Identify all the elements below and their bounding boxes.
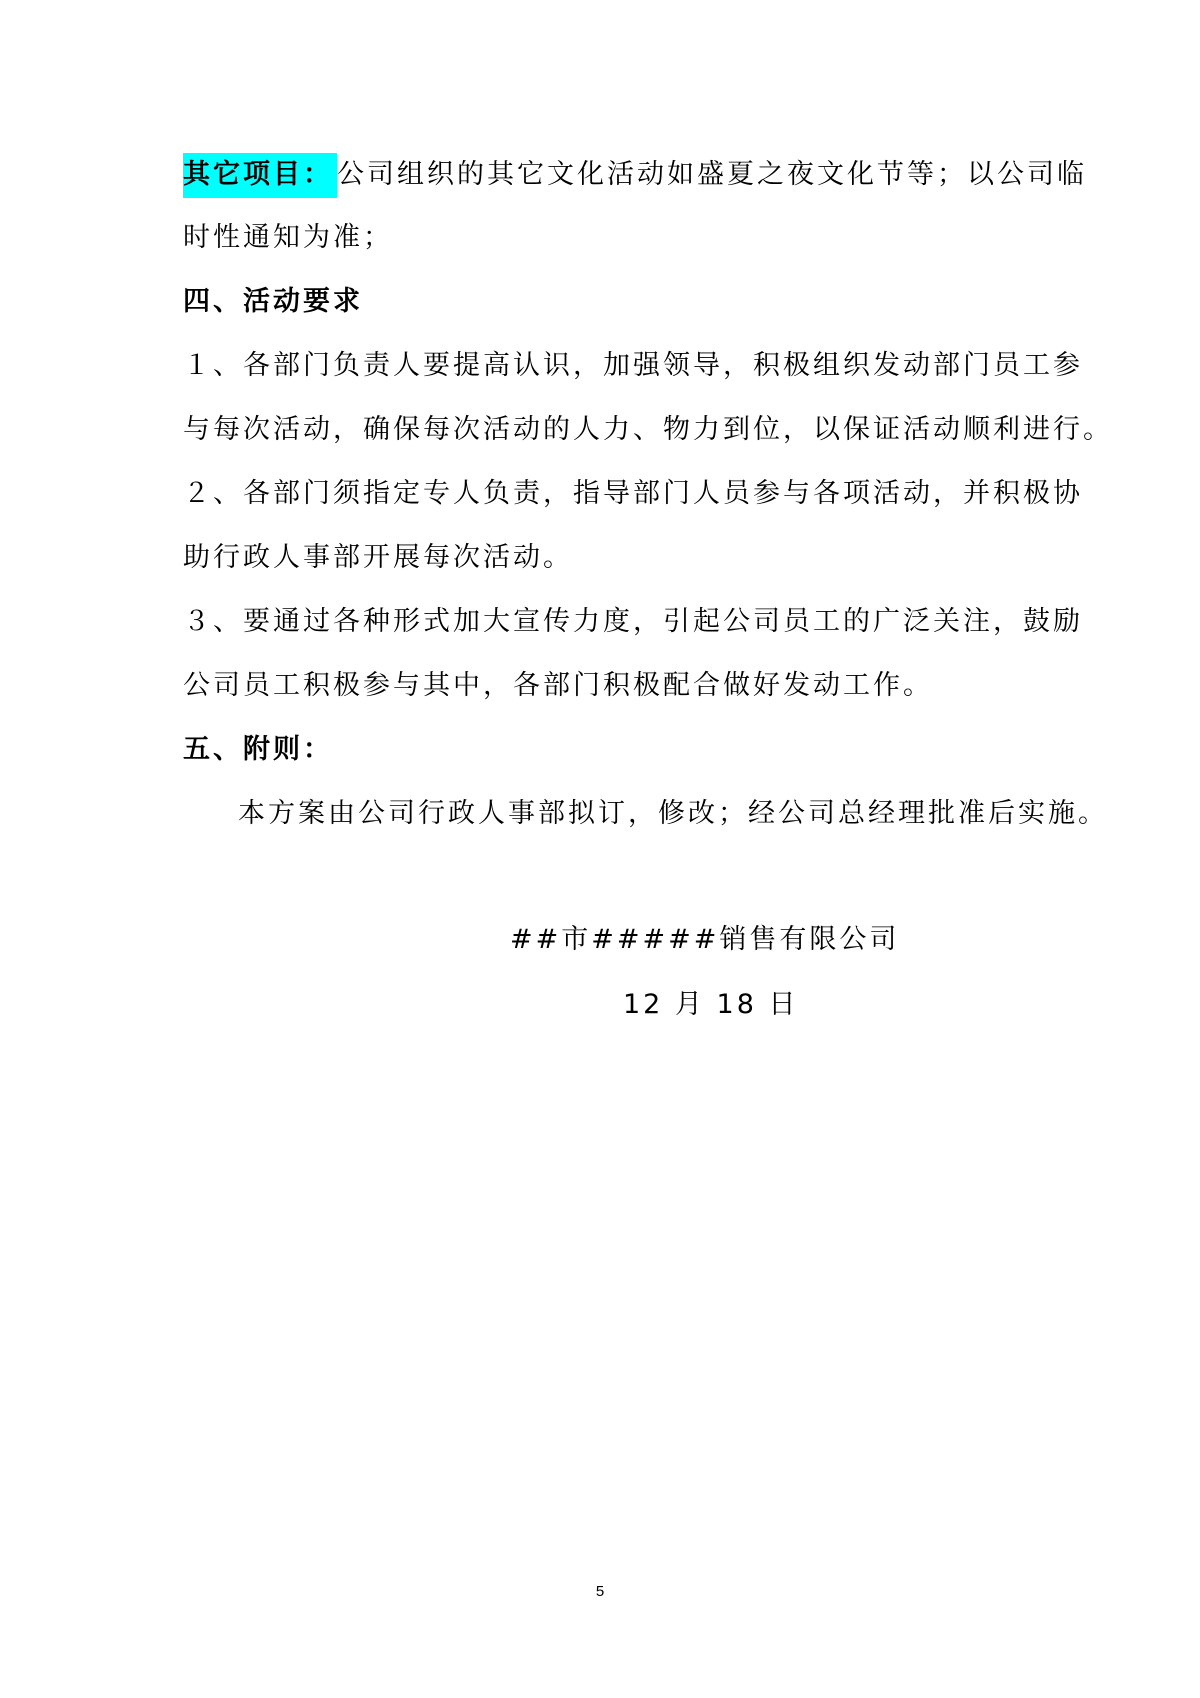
signature-date: 12 月 18 日 xyxy=(623,989,799,1020)
other-items-label: 其它项目： xyxy=(183,153,337,198)
requirement-2-line-2: 助行政人事部开展每次活动。 xyxy=(183,542,573,573)
appendix-body: 本方案由公司行政人事部拟订，修改；经公司总经理批准后实施。 xyxy=(238,798,1108,829)
section-5-heading: 五、附则： xyxy=(183,734,333,765)
other-items-line-1 xyxy=(183,155,1087,195)
requirement-1-line-1: １、各部门负责人要提高认识，加强领导，积极组织发动部门员工参 xyxy=(183,350,1083,381)
requirement-2-line-1: ２、各部门须指定专人负责，指导部门人员参与各项活动，并积极协 xyxy=(183,478,1083,509)
requirement-1-line-2: 与每次活动，确保每次活动的人力、物力到位，以保证活动顺利进行。 xyxy=(183,414,1113,445)
requirement-3-line-2: 公司员工积极参与其中，各部门积极配合做好发动工作。 xyxy=(183,670,933,701)
other-items-text: 公司组织的其它文化活动如盛夏之夜文化节等；以公司临 xyxy=(337,159,1087,190)
other-items-line-2: 时性通知为准； xyxy=(183,222,393,253)
section-4-heading: 四、活动要求 xyxy=(183,286,363,317)
company-signature: ##市#####销售有限公司 xyxy=(510,924,900,955)
requirement-3-line-1: ３、要通过各种形式加大宣传力度，引起公司员工的广泛关注，鼓励 xyxy=(183,606,1083,637)
page-number: 5 xyxy=(595,1583,605,1600)
